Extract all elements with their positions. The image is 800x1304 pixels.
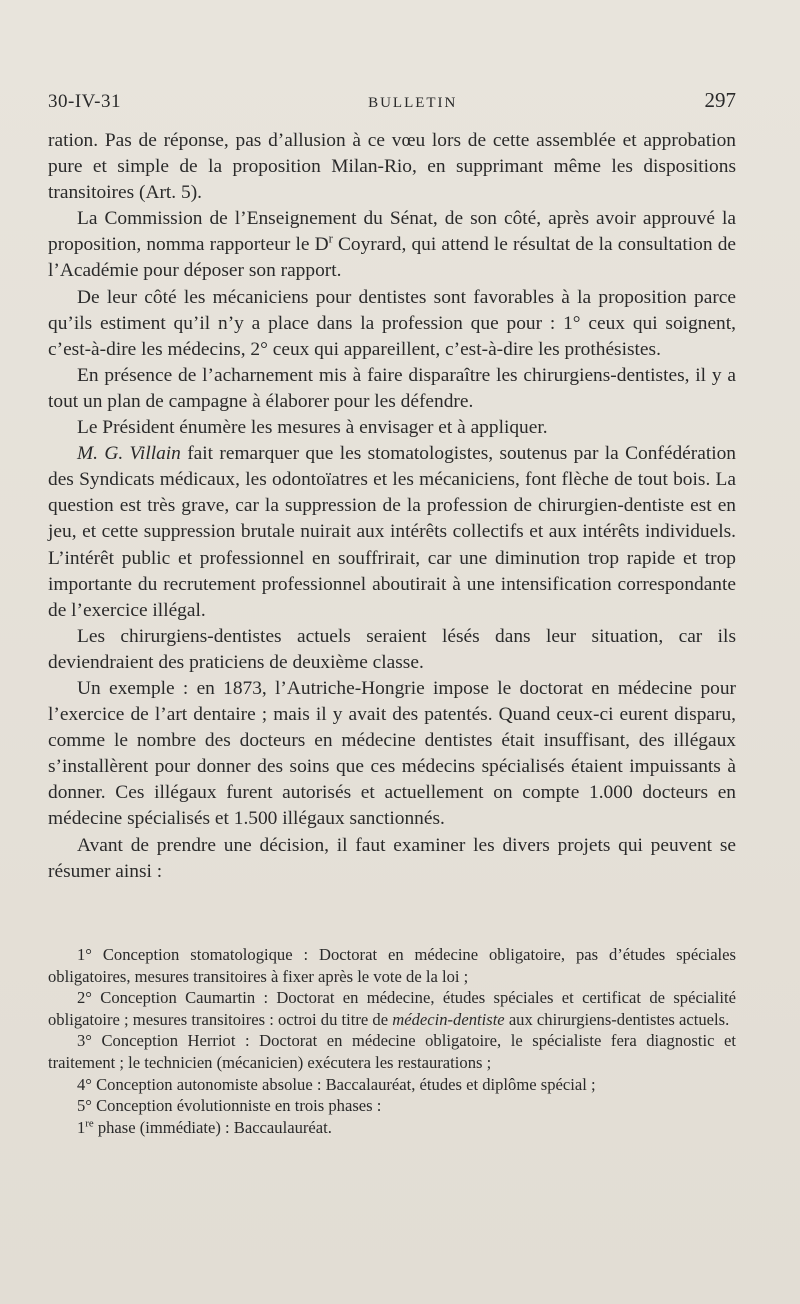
conception-list <box>48 944 736 1138</box>
paragraph: Les chirurgiens-dentistes actuels seraient lésés dans leur situation, car ils deviendraient des praticiens de deuxième classe. <box>48 625 736 673</box>
list-item: 2° Conception Caumartin : Doctorat en médecine, études spéciales et certificat de spécialité obligatoire ; mesures transitoires : octroi du titre de médecin-dentiste aux chirurgiens-dentistes actuels. <box>48 988 736 1029</box>
paragraph: En présence de l’acharnement mis à faire disparaître les chirurgiens-dentistes, il y a tout un plan de campagne à élaborer pour les défendre. <box>48 364 736 412</box>
running-header <box>48 88 736 113</box>
paragraph: Avant de prendre une décision, il faut examiner les divers projets qui peuvent se résumer ainsi : <box>48 834 736 882</box>
list-item: 4° Conception autonomiste absolue : Baccalauréat, études et diplôme spécial ; <box>77 1074 596 1094</box>
paragraph: La Commission de l’Enseignement du Sénat, de son côté, après avoir approuvé la proposition, nomma rapporteur le $D^r$ Coyrard, qui attend le résultat de la consultation de l’Académie pour déposer son rapport. <box>48 208 736 282</box>
paragraph: M. G. Villain fait remarquer que les stomatologistes, soutenus par la Confédération des Syndicats médicaux, les odontoïatres et les mécaniciens, font flèche de tout bois. La question est très grave, car la suppression de la profession de chirurgien-dentiste est en jeu, et cette suppression brutale nuirait aux intérêts collectifs et aux intérêts individuels. L’intérêt public et professionnel en souffrirait, car une diminution trop rapide et trop importante du recrutement professionnel aboutirait à une intensification correspondante de l’exercice illégal. <box>48 443 736 621</box>
header-date: 30-IV-31 <box>48 91 121 112</box>
list-item: 3° Conception Herriot : Doctorat en médecine obligatoire, le spécialiste fera diagnostic et traitement ; le technicien (mécanicien) exécutera les restaurations ; <box>48 1031 736 1072</box>
list-item: 5° Conception évolutionniste en trois phases : <box>77 1096 382 1116</box>
page-number: 297 <box>704 88 736 112</box>
header-title: BULLETIN <box>368 95 458 111</box>
paragraph: De leur côté les mécaniciens pour dentistes sont favorables à la proposition parce qu’ils estiment qu’il n’y a place dans la profession que pour : 1° ceux qui soignent, c’est-à-dire les médecins, 2° ceux qui appareillent, c’est-à-dire les prothésistes. <box>48 286 736 360</box>
paragraph: Un exemple : en 1873, l’Autriche-Hongrie impose le doctorat en médecine pour l’exercice de l’art dentaire ; mais il y avait des patentés. Quand ceux-ci eurent disparu, comme le nombre des docteurs en médecine dentistes était insuffisant, des illégaux s’installèrent pour donner des soins que ces médecins spécialisés étaient impuissants à donner. Ces illégaux furent autorisés et actuellement on compte 1.000 docteurs en médecine spécialisés et 1.500 illégaux sanctionnés. <box>48 677 736 830</box>
paragraph: Le Président énumère les mesures à envisager et à appliquer. <box>77 417 548 439</box>
main-text <box>48 128 736 885</box>
paragraph: ration. Pas de réponse, pas d’allusion à ce vœu lors de cette assemblée et approbation pure et simple de la proposition Milan-Rio, en supprimant même les dispositions transitoires (Art. 5). <box>48 130 736 204</box>
speaker-name: M. G. Villain <box>77 443 181 465</box>
list-item: 1re phase (immédiate) : Baccaulauréat. <box>77 1117 332 1137</box>
list-item: 1° Conception stomatologique : Doctorat en médecine obligatoire, pas d’études spéciales obligatoires, mesures transitoires à fixer après le vote de la loi ; <box>48 945 736 986</box>
